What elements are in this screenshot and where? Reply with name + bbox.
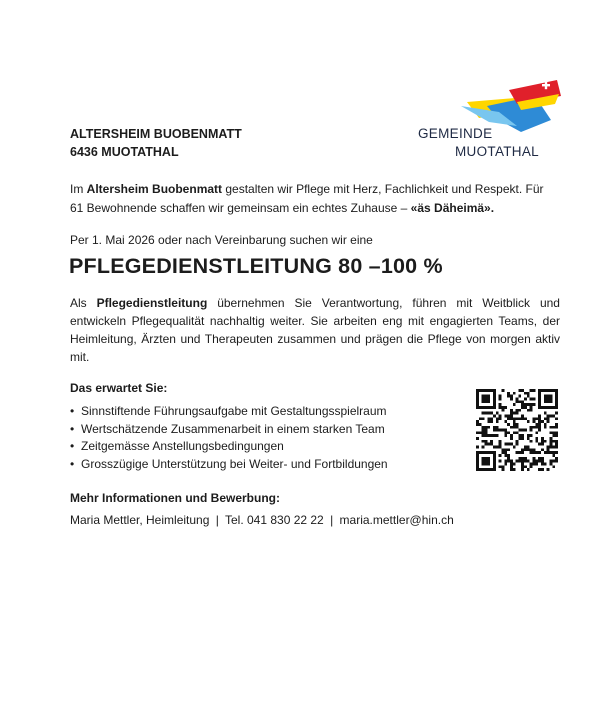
intro-bold-name: Altersheim Buobenmatt <box>86 182 223 196</box>
qr-code-icon[interactable] <box>476 389 558 471</box>
employer-name: ALTERSHEIM BUOBENMATT <box>70 127 242 141</box>
list-item: • Sinnstiftende Führungsaufgabe mit Gestaltungsspielraum <box>70 403 388 421</box>
list-item: • Grosszügige Unterstützung bei Weiter- und Fortbildungen <box>70 456 388 474</box>
job-title: PFLEGEDIENSTLEITUNG 80 –100 % <box>69 254 443 278</box>
municipality-logo <box>415 72 565 167</box>
separator: | <box>215 513 219 527</box>
logo-text-line1: GEMEINDE <box>418 126 493 141</box>
desc-text-2: übernehmen Sie Verantwortung, führen mit Weitblick und entwickeln Pflegequalität nachhaltig weiter. Sie arbeiten eng mit engagierten Teams, der Heimleitung, Ärzten und Therapeuten zusammen und prägen die Pflege von morgen aktiv mit. <box>70 296 560 364</box>
expectations-list <box>70 403 388 473</box>
expectations-heading: Das erwartet Sie: <box>70 381 168 395</box>
contact-name: Maria Mettler, Heimleitung <box>70 513 210 527</box>
intro-text: Im <box>70 182 87 196</box>
list-item: • Zeitgemässe Anstellungsbedingungen <box>70 438 388 456</box>
logo-text-line2: MUOTATHAL <box>455 144 539 159</box>
separator: | <box>330 513 334 527</box>
employer-location: 6436 MUOTATHAL <box>70 145 179 159</box>
intro-paragraph <box>70 180 560 218</box>
contact-line <box>70 513 454 527</box>
intro-text-2: gestalten wir Pflege mit Herz, Fachlichkeit und Respekt. Für 61 Bewohnende schaffen wir gemeinsam ein echtes Zuhause – <box>70 182 544 215</box>
qr-modules <box>476 389 558 471</box>
employer-address <box>70 125 242 161</box>
contact-heading: Mehr Informationen und Bewerbung: <box>70 491 280 505</box>
role-description <box>70 294 560 366</box>
desc-text: Als <box>70 296 97 310</box>
lead-sentence: Per 1. Mai 2026 oder nach Vereinbarung suchen wir eine <box>70 233 373 247</box>
intro-bold-motto: «äs Däheimä». <box>410 201 495 215</box>
contact-email[interactable]: maria.mettler@hin.ch <box>339 513 454 527</box>
list-item: • Wertschätzende Zusammenarbeit in einem starken Team <box>70 421 388 439</box>
contact-phone[interactable]: Tel. 041 830 22 22 <box>224 513 324 527</box>
desc-bold-role: Pflegedienstleitung <box>96 296 208 310</box>
